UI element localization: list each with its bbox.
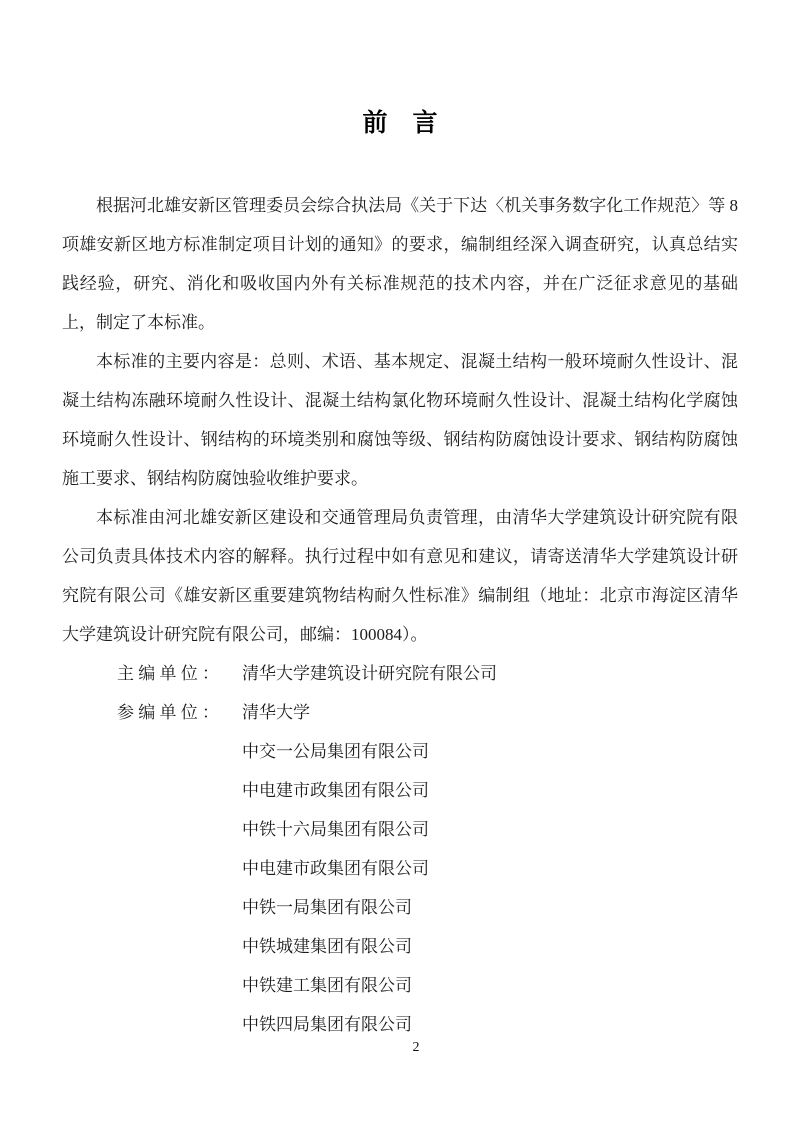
page-title: 前 言: [362, 110, 438, 137]
paragraph-main-contents: 本标准的主要内容是：总则、术语、基本规定、混凝土结构一般环境耐久性设计、混凝土结构冻融环境耐久性设计、混凝土结构氯化物环境耐久性设计、混凝土结构化学腐蚀环境耐久性设计、钢结构的环境类别和腐蚀等级、钢结构防腐蚀设计要求、钢结构防腐蚀施工要求、钢结构防腐蚀验收维护要求。: [62, 352, 738, 488]
participant-company: 中铁建工集团有限公司: [242, 976, 412, 995]
participant-company: 中铁城建集团有限公司: [242, 937, 412, 956]
participant-editor-row: [62, 693, 738, 732]
participant-company: 中电建市政集团有限公司: [242, 859, 429, 878]
participant-company: 中铁十六局集团有限公司: [242, 820, 429, 839]
chief-editor-value: 清华大学建筑设计研究院有限公司: [242, 664, 497, 683]
chief-editor-label: 主 编 单 位 ：: [117, 664, 219, 683]
chief-editor-row: [62, 654, 738, 693]
participant-company: 中铁一局集团有限公司: [242, 898, 412, 917]
participant-editor-value: 清华大学: [242, 703, 310, 722]
page-number: 2: [412, 1040, 420, 1055]
participant-company: 中铁四局集团有限公司: [242, 1015, 412, 1034]
paragraph-management-contact: 本标准由河北雄安新区建设和交通管理局负责管理，由清华大学建筑设计研究院有限公司负责具体技术内容的解释。执行过程中如有意见和建议，请寄送清华大学建筑设计研究院有限公司《雄安新区重要建筑物结构耐久性标准》编制组（地址：北京市海淀区清华大学建筑设计研究院有限公司，邮编：100084）。: [62, 508, 738, 644]
participant-editor-label: 参 编 单 位 ：: [117, 703, 219, 722]
participant-company: 中交一公局集团有限公司: [242, 742, 429, 761]
participant-company: 中电建市政集团有限公司: [242, 781, 429, 800]
paragraph-basis: 根据河北雄安新区管理委员会综合执法局《关于下达〈机关事务数字化工作规范〉等 8 项雄安新区地方标准制定项目计划的通知》的要求，编制组经深入调查研究，认真总结实践经验，研究、消化和吸收国内外有关标准规范的技术内容，并在广泛征求意见的基础上，制定了本标准。: [62, 196, 738, 332]
